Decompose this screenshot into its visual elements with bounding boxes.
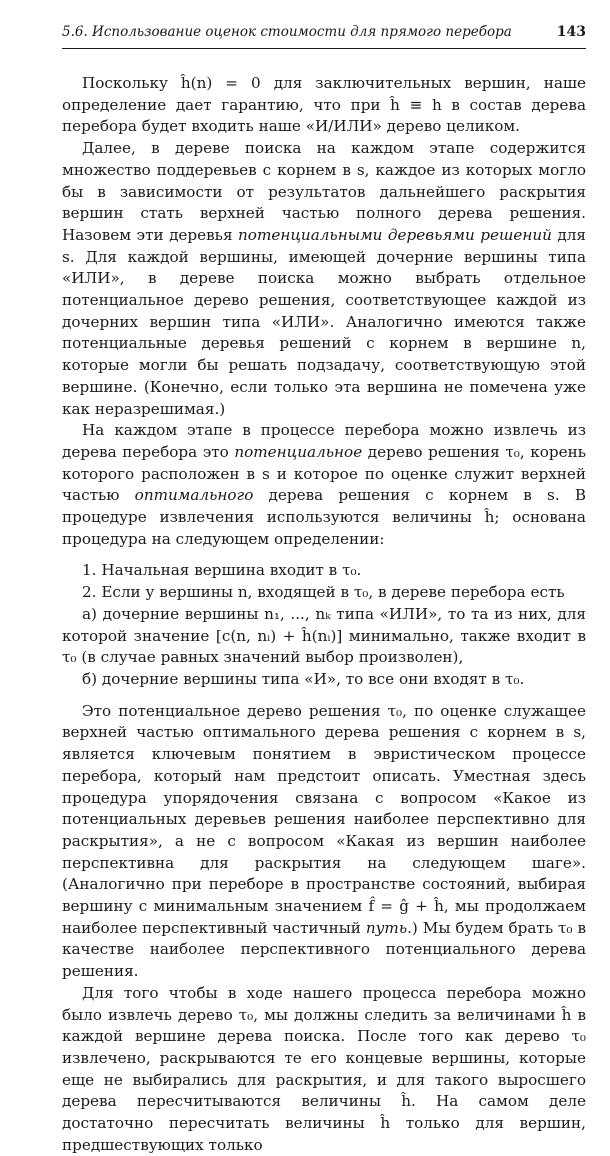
paragraph-2-part-a: Далее, в дереве поиска на каждом этапе содержится множество поддеревьев с корнем в s, каждое из которых могло бы в зависимости от результатов дальнейшего раскрытия вершин стать верхней частью полного дерева решения. Назовем эти деревья (62, 139, 586, 244)
header-rule (62, 48, 586, 49)
paragraph-2 (62, 138, 586, 420)
running-title: 5.6. Использование оценок стоимости для прямого перебора (62, 24, 512, 40)
paragraph-4-part-b: .) Мы будем брать τ₀ в качестве наиболее перспективного потенциального дерева решения. (62, 918, 586, 981)
paragraph-3-part-b: дерево решения τ₀, корень которого расположен в s и которое по оценке служит верхней частью (62, 442, 586, 505)
paragraph-3 (62, 420, 586, 550)
paragraph-4-emphasis: путь (365, 918, 408, 937)
paragraph-2-emphasis: потенциальными деревьями решений (238, 225, 552, 244)
list-item-2a: а) дочерние вершины n₁, ..., nₖ типа «ИЛИ», то та из них, для которой значение [c(n, nᵢ) + ĥ(nᵢ)] минимально, также входит в τ₀ (в случае равных значений выбор произволен), (62, 604, 586, 667)
list-item-1: 1. Начальная вершина входит в τ₀. (82, 561, 362, 580)
book-page (62, 24, 586, 1156)
definition-list (62, 560, 586, 690)
paragraph-3-part-a: На каждом этапе в процессе перебора можно извлечь из дерева перебора это (62, 421, 586, 461)
paragraph-2-part-b: для s. Для каждой вершины, имеющей дочерние вершины типа «ИЛИ», в дереве поиска можно выбрать отдельное потенциальное дерево решения, соответствующее каждой из дочерних вершин типа «ИЛИ». Аналогично имеются также потенциальные деревья решений с корнем в вершине n, которые могли бы решать подзадачу, соответствующую этой вершине. (Конечно, если только эта вершина не помечена уже как неразрешимая.) (62, 225, 586, 418)
paragraph-5: Для того чтобы в ходе нашего процесса перебора можно было извлечь дерево τ₀, мы должны следить за величинами ĥ в каждой вершине дерева поиска. После того как дерево τ₀ извлечено, раскрываются те его концевые вершины, которые еще не выбирались для раскрытия, и для такого выросшего дерева пересчитываются величины ĥ. На самом деле достаточно пересчитать величины ĥ только для вершин, предшествующих только (62, 983, 586, 1154)
paragraph-4 (62, 701, 586, 983)
paragraph-3-emphasis-1: потенциальное (234, 442, 363, 461)
paragraph-3-emphasis-2: оптимального (134, 486, 254, 505)
paragraph-1: Поскольку ĥ(n) = 0 для заключительных вершин, наше определение дает гарантию, что при ĥ ≡ h в состав дерева перебора будет входить наше «И/ИЛИ» дерево целиком. (62, 74, 586, 136)
paragraph-4-part-a: Это потенциальное дерево решения τ₀, по оценке служащее верхней частью оптимального дерева решения с корнем в s, является ключевым понятием в эвристическом процессе перебора, который нам предстоит описать. Уместная здесь процедура упорядочения связана с вопросом «Какое из потенциальных деревьев решения наиболее перспективно для раскрытия», а не с вопросом «Какая из вершин наиболее перспективна для раскрытия на следующем шаге». (Аналогично при переборе в пространстве состояний, выбирая вершину с минимальным значением f̂ = ĝ + ĥ, мы продолжаем наиболее перспективный частичный (62, 701, 586, 937)
body-text (62, 73, 586, 1156)
list-item-2b: б) дочерние вершины типа «И», то все они входят в τ₀. (82, 669, 525, 688)
page-number: 143 (556, 24, 586, 40)
running-header (62, 24, 586, 46)
list-item-2: 2. Если у вершины n, входящей в τ₀, в дереве перебора есть (82, 583, 565, 602)
paragraph-3-part-c: дерева решения с корнем в s. В процедуре извлечения используются величины ĥ; основана процедура на следующем определении: (62, 486, 586, 548)
